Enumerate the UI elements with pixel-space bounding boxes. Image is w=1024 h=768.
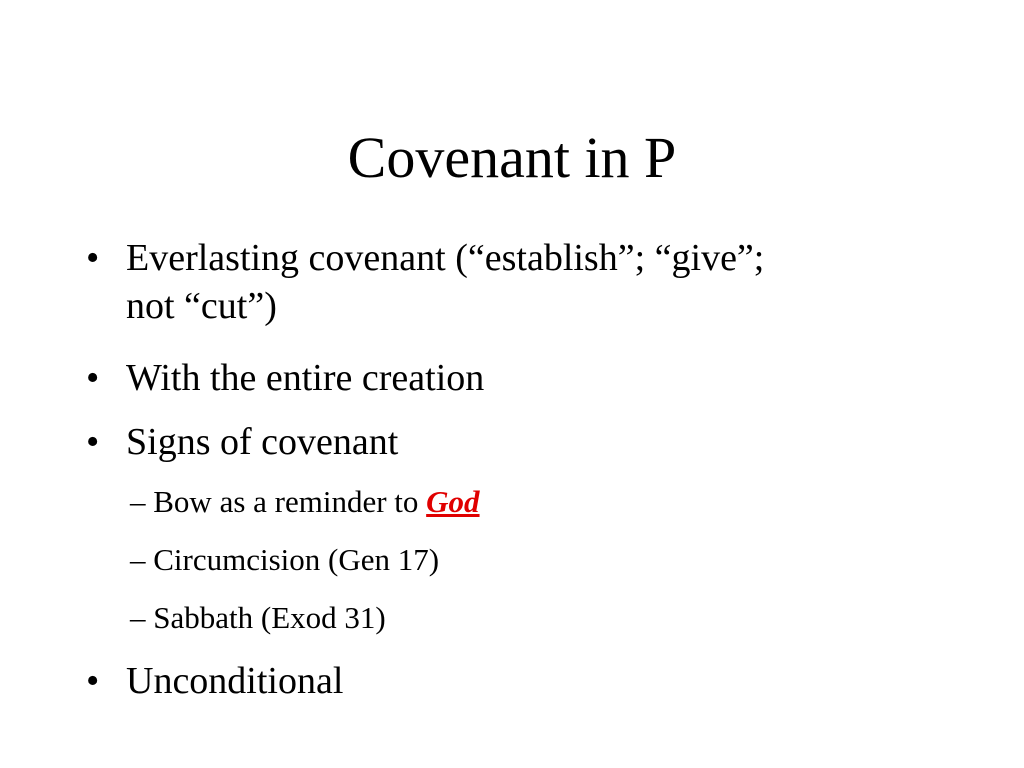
- emphasis-god: God: [426, 484, 480, 519]
- bullet-signs-of-covenant: [86, 418, 946, 466]
- bullet-everlasting-covenant: [86, 234, 946, 330]
- bullet-text: With the entire creation: [126, 357, 485, 399]
- bullet-text-line-2: not “cut”): [126, 285, 277, 327]
- bullet-unconditional: [86, 657, 946, 705]
- sub-bullet-circumcision: [130, 540, 930, 580]
- bullet-entire-creation: [86, 354, 946, 402]
- bullet-marker: •: [86, 357, 100, 399]
- bullet-marker: •: [86, 421, 100, 463]
- slide-title: Covenant in P: [347, 125, 677, 190]
- sub-bullet-text: [153, 484, 479, 519]
- sub-bullet-marker: –: [130, 600, 146, 635]
- sub-bullet-label: Circumcision (Gen 17): [153, 542, 440, 577]
- sub-bullet-sabbath: [130, 598, 930, 638]
- bullet-text: Unconditional: [126, 660, 344, 702]
- bullet-text-line-1: Everlasting covenant (“establish”; “give”;: [126, 237, 765, 279]
- sub-bullet-text: [153, 600, 385, 635]
- bullet-text: Signs of covenant: [126, 421, 399, 463]
- sub-bullet-marker: –: [130, 542, 146, 577]
- bullet-marker: •: [86, 660, 100, 702]
- sub-bullet-bow: [130, 482, 930, 522]
- sub-bullet-prefix: Bow as a reminder to: [153, 484, 427, 519]
- sub-bullet-label: Sabbath (Exod 31): [153, 600, 386, 635]
- sub-bullet-marker: –: [130, 484, 146, 519]
- bullet-marker: •: [86, 237, 100, 279]
- sub-bullet-text: [153, 542, 439, 577]
- bullet-text: [126, 234, 946, 330]
